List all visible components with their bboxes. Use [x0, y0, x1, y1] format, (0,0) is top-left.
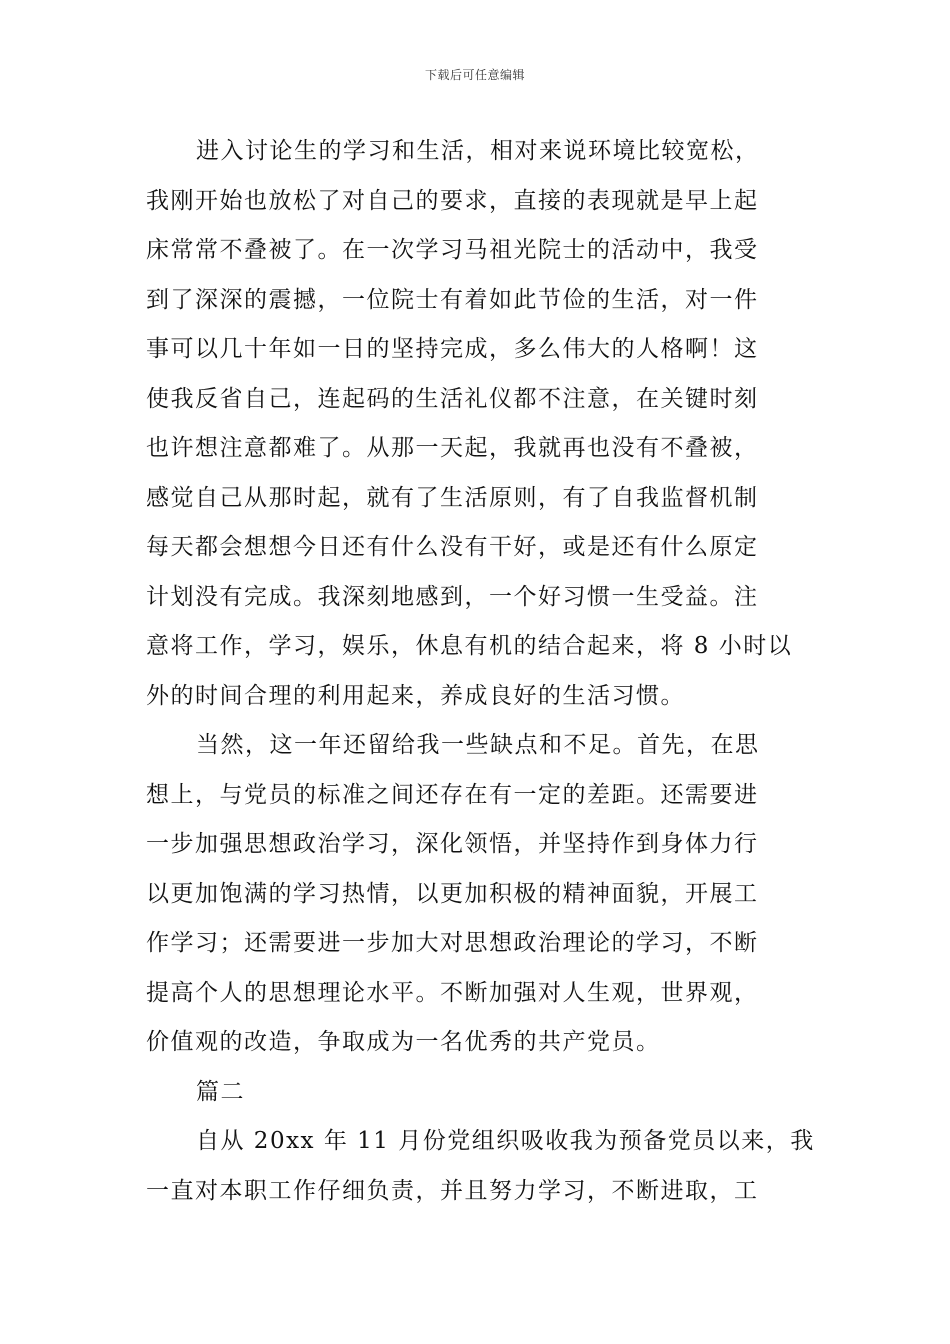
paragraph-line: 外的时间合理的利用起来，养成良好的生活习惯。 — [146, 682, 685, 709]
page-header: 下载后可任意编辑 — [424, 68, 525, 82]
paragraph-line: 一步加强思想政治学习，深化领悟，并坚持作到身体力行 — [146, 831, 759, 857]
paragraph-line: 感觉自己从那时起，就有了生活原则，有了自我监督机制 — [146, 484, 759, 511]
paragraph-line: 事可以几十年如一日的坚持完成，多么伟大的人格啊！这 — [146, 336, 759, 362]
paragraph-line: 到了深深的震撼，一位院士有着如此节俭的生活，对一件 — [146, 286, 759, 313]
paragraph-line: 进入讨论生的学习和生活，相对来说环境比较宽松， — [196, 138, 760, 164]
section-heading: 篇二 — [196, 1078, 245, 1105]
paragraph-line: 提高个人的思想理论水平。不断加强对人生观，世界观， — [146, 979, 759, 1006]
paragraph-line: 一直对本职工作仔细负责，并且努力学习，不断进取，工 — [146, 1177, 759, 1204]
paragraph-line: 计划没有完成。我深刻地感到，一个好习惯一生受益。注 — [146, 583, 759, 610]
paragraph-line: 当然，这一年还留给我一些缺点和不足。首先，在思 — [196, 732, 760, 758]
paragraph-line: 想上，与党员的标准之间还存在有一定的差距。还需要进 — [146, 781, 759, 808]
paragraph-line: 价值观的改造，争取成为一名优秀的共产党员。 — [146, 1029, 661, 1055]
paragraph-line: 床常常不叠被了。在一次学习马祖光院士的活动中，我受 — [146, 237, 759, 263]
paragraph-line: 我刚开始也放松了对自己的要求，直接的表现就是早上起 — [146, 187, 759, 214]
paragraph-line: 以更加饱满的学习热情，以更加积极的精神面貌，开展工 — [146, 880, 759, 907]
paragraph-line: 自从 20xx 年 11 月份党组织吸收我为预备党员以来，我 — [196, 1128, 815, 1154]
paragraph-line: 使我反省自己，连起码的生活礼仪都不注意，在关键时刻 — [146, 385, 759, 412]
paragraph-line: 也许想注意都难了。从那一天起，我就再也没有不叠被， — [146, 435, 759, 461]
paragraph-line: 意将工作，学习，娱乐，休息有机的结合起来，将 8 小时以 — [146, 633, 793, 659]
paragraph-line: 作学习；还需要进一步加大对思想政治理论的学习，不断 — [146, 930, 759, 956]
document-body — [146, 127, 815, 1216]
paragraph-line: 每天都会想想今日还有什么没有干好，或是还有什么原定 — [146, 534, 759, 560]
